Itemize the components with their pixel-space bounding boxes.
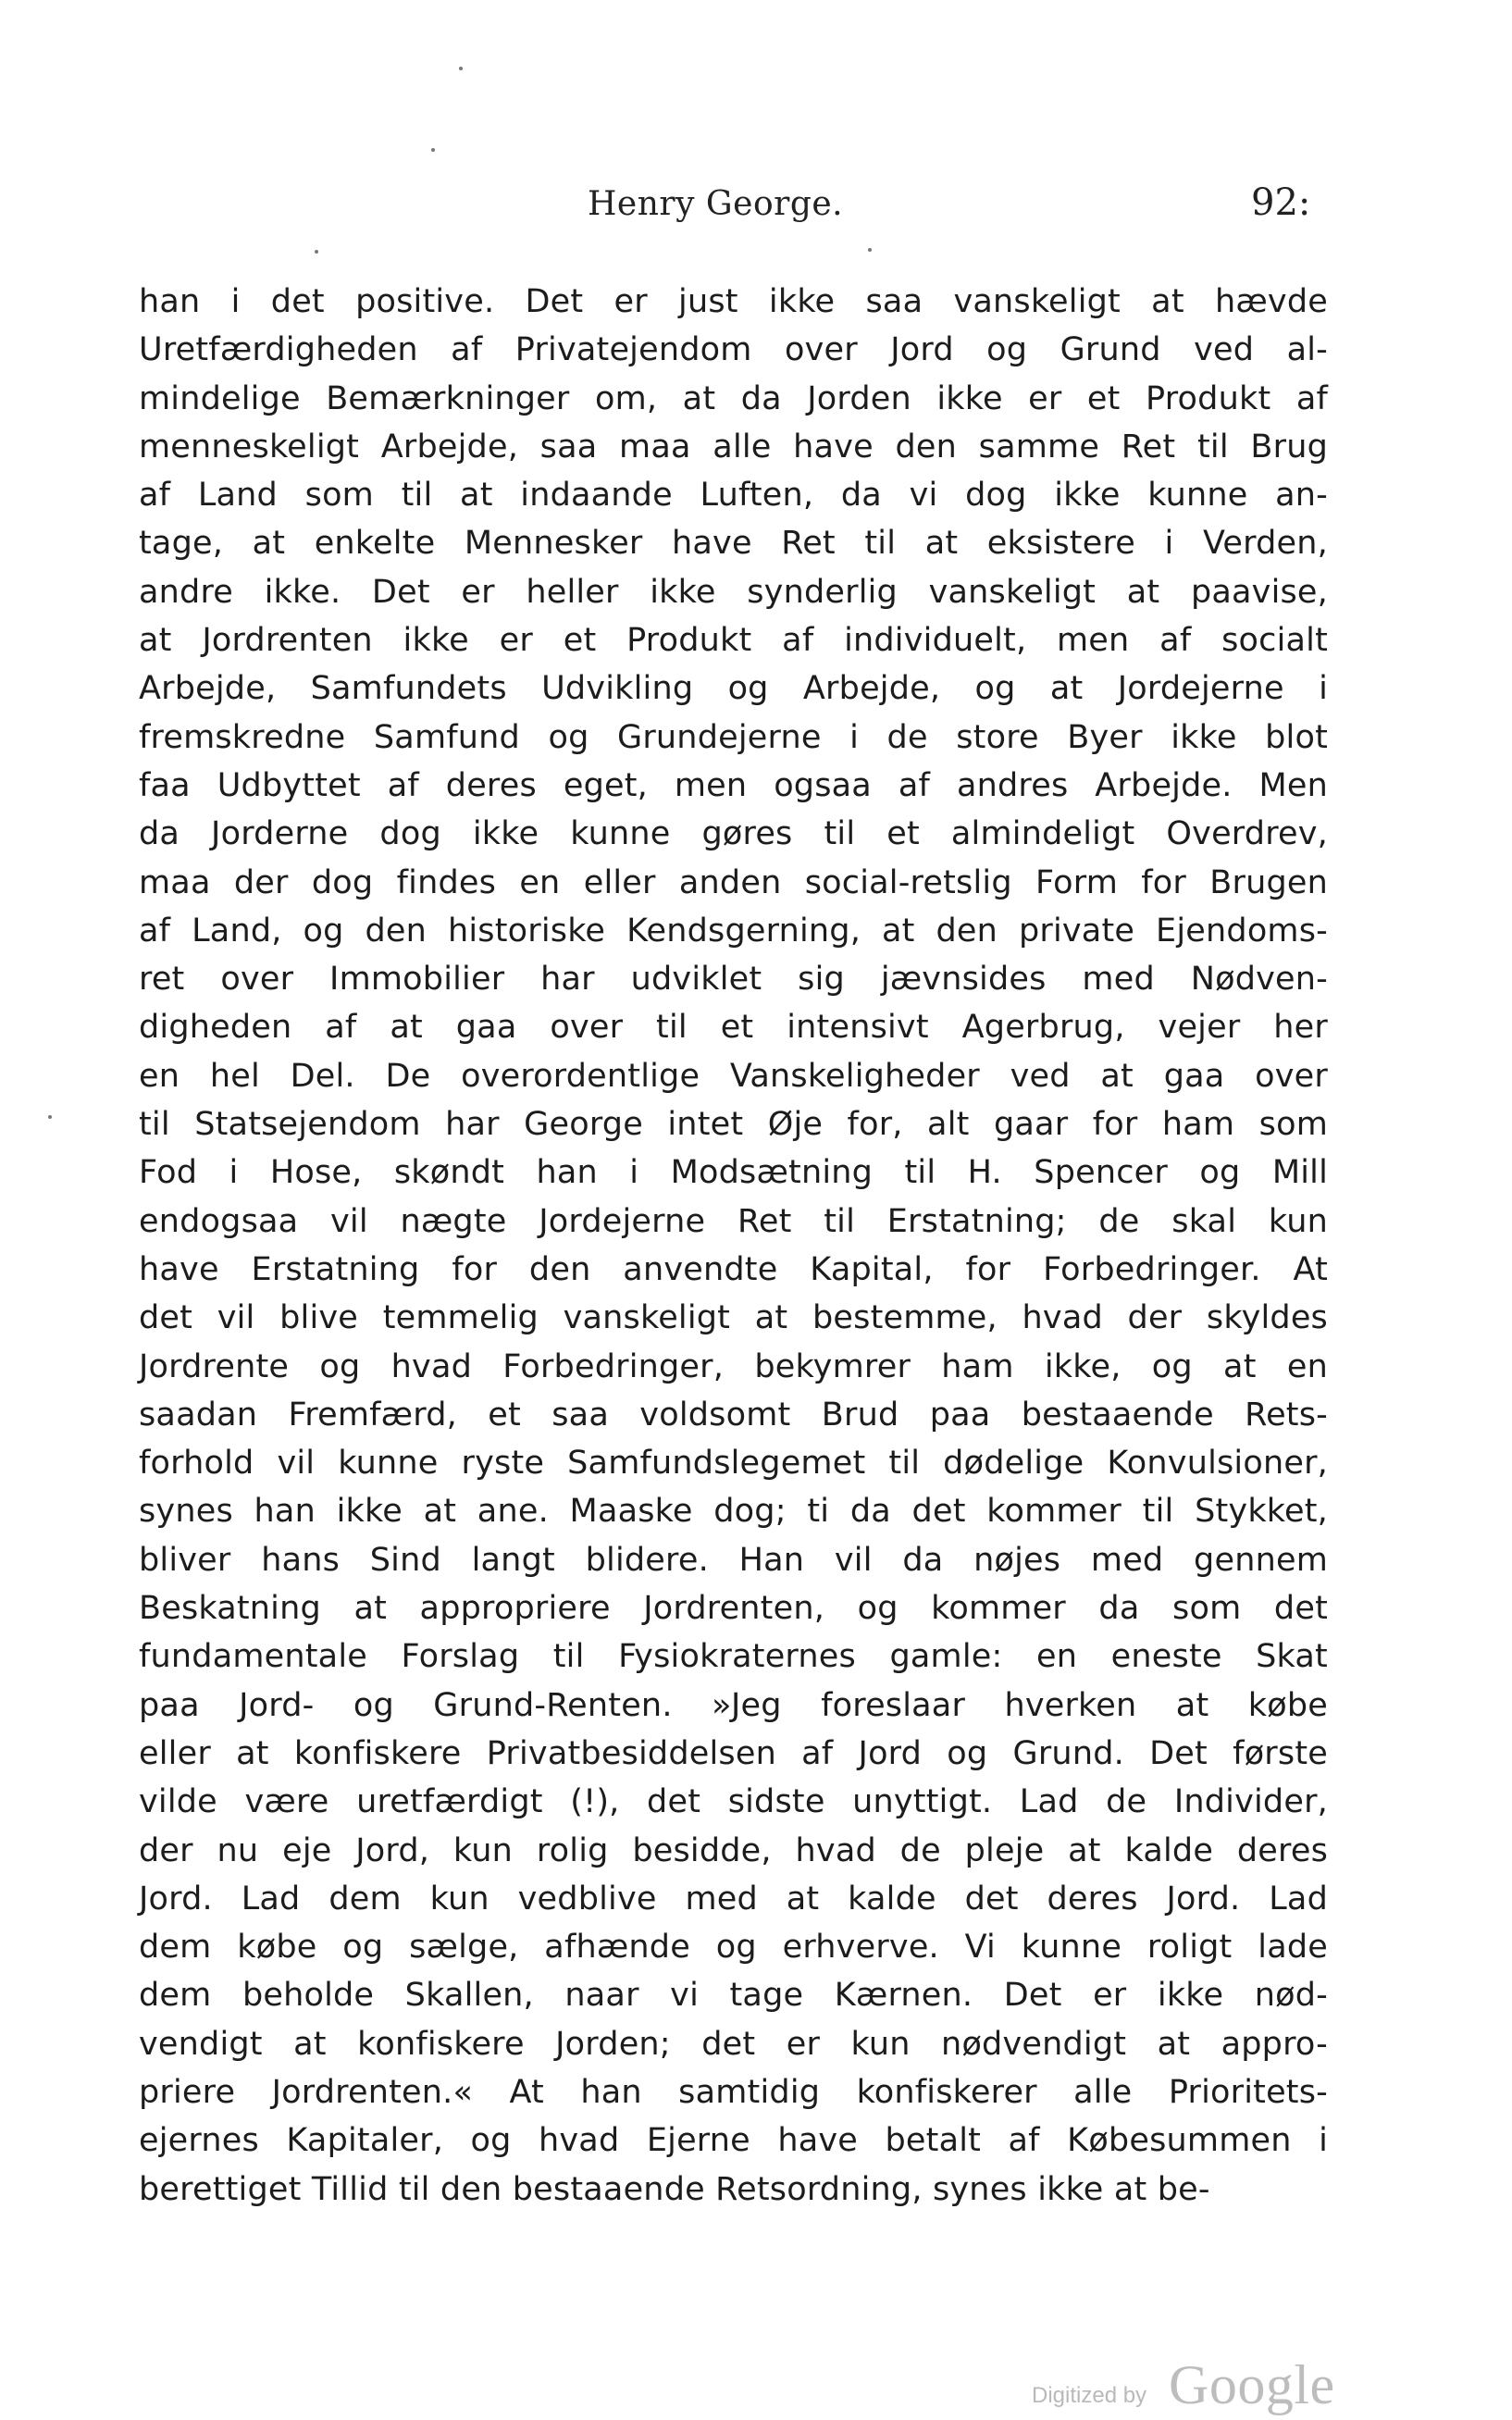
text-line: at Jordrenten ikke er et Produkt af individuelt, men af socialt xyxy=(139,622,1328,660)
text-line: vendigt at konfiskere Jorden; det er kun nødvendigt at appro- xyxy=(139,2025,1328,2063)
text-line: det vil blive temmelig vanskeligt at bestemme, hvad der skyldes xyxy=(139,1299,1328,1337)
scan-speck xyxy=(431,148,435,152)
text-line: til Statsejendom har George intet Øje for, alt gaar for ham som xyxy=(139,1106,1328,1144)
text-line: vilde være uretfærdigt (!), det sidste unyttigt. Lad de Individer, xyxy=(139,1783,1328,1821)
text-line: Fod i Hose, skøndt han i Modsætning til H. Spencer og Mill xyxy=(139,1154,1328,1192)
digitized-by-google-watermark xyxy=(1032,2355,1365,2420)
text-line: han i det positive. Det er just ikke saa vanskeligt at hævde xyxy=(139,283,1328,320)
text-line: Beskatning at appropriere Jordrenten, og kommer da som det xyxy=(139,1590,1328,1628)
text-line: ejernes Kapitaler, og hvad Ejerne have betalt af Købesummen i xyxy=(139,2122,1328,2160)
text-line: have Erstatning for den anvendte Kapital, for Forbedringer. At xyxy=(139,1250,1328,1288)
text-line: dem beholde Skallen, naar vi tage Kærnen. Det er ikke nød- xyxy=(139,1977,1328,2015)
text-line: eller at konfiskere Privatbesiddelsen af Jord og Grund. Det første xyxy=(139,1734,1328,1772)
text-line: Jordrente og hvad Forbedringer, bekymrer ham ikke, og at en xyxy=(139,1347,1328,1385)
text-line: forhold vil kunne ryste Samfundslegemet til dødelige Konvulsioner, xyxy=(139,1445,1328,1483)
text-line: der nu eje Jord, kun rolig besidde, hvad de pleje at kalde deres xyxy=(139,1831,1328,1869)
text-line: menneskeligt Arbejde, saa maa alle have den samme Ret til Brug xyxy=(139,428,1328,465)
scan-speck xyxy=(459,67,463,70)
text-line: tage, at enkelte Mennesker have Ret til at eksistere i Verden, xyxy=(139,525,1328,563)
text-line: andre ikke. Det er heller ikke synderlig vanskeligt at paavise, xyxy=(139,573,1328,611)
text-line: da Jorderne dog ikke kunne gøres til et almindeligt Overdrev, xyxy=(139,815,1328,853)
text-line: fremskredne Samfund og Grundejerne i de store Byer ikke blot xyxy=(139,718,1328,756)
text-line: maa der dog findes en eller anden social-retslig Form for Brugen xyxy=(139,863,1328,901)
scan-speck xyxy=(315,250,318,254)
running-head xyxy=(0,181,1512,241)
text-line: dem købe og sælge, afhænde og erhverve. Vi kunne roligt lade xyxy=(139,1929,1328,1967)
text-line: en hel Del. De overordentlige Vanskeligheder ved at gaa over xyxy=(139,1057,1328,1095)
text-line: endogsaa vil nægte Jordejerne Ret til Erstatning; de skal kun xyxy=(139,1202,1328,1240)
text-line: af Land, og den historiske Kendsgerning, at den private Ejendoms- xyxy=(139,912,1328,949)
running-title: Henry George. xyxy=(588,185,844,223)
text-line: berettiget Tillid til den bestaaende Retsordning, synes ikke at be- xyxy=(139,2170,1210,2208)
text-line: saadan Fremfærd, et saa voldsomt Brud paa bestaaende Rets- xyxy=(139,1396,1328,1433)
text-line: digheden af at gaa over til et intensivt Agerbrug, vejer her xyxy=(139,1009,1328,1047)
text-line: synes han ikke at ane. Maaske dog; ti da det kommer til Stykket, xyxy=(139,1493,1328,1531)
text-line: faa Udbyttet af deres eget, men ogsaa af andres Arbejde. Men xyxy=(139,766,1328,804)
scan-speck xyxy=(868,248,872,252)
text-line: Uretfærdigheden af Privatejendom over Jord og Grund ved al- xyxy=(139,331,1328,369)
scan-speck xyxy=(48,1115,52,1119)
text-line: Jord. Lad dem kun vedblive med at kalde det deres Jord. Lad xyxy=(139,1880,1328,1917)
text-line: paa Jord- og Grund-Renten. »Jeg foreslaar hverken at købe xyxy=(139,1686,1328,1724)
text-line: mindelige Bemærkninger om, at da Jorden ikke er et Produkt af xyxy=(139,379,1328,417)
page-number: 92: xyxy=(1251,181,1311,224)
text-line: af Land som til at indaande Luften, da vi dog ikke kunne an- xyxy=(139,477,1328,515)
text-line: fundamentale Forslag til Fysiokraternes gamle: en eneste Skat xyxy=(139,1638,1328,1676)
digitized-label: Digitized by xyxy=(1032,2383,1147,2408)
text-line: Arbejde, Samfundets Udvikling og Arbejde, og at Jordejerne i xyxy=(139,670,1328,708)
text-line: priere Jordrenten.« At han samtidig konfiskerer alle Prioritets- xyxy=(139,2073,1328,2111)
body-text xyxy=(139,278,1328,2214)
text-line: ret over Immobilier har udviklet sig jævnsides med Nødven- xyxy=(139,961,1328,999)
text-line: bliver hans Sind langt blidere. Han vil da nøjes med gennem xyxy=(139,1541,1328,1579)
google-logo: Google xyxy=(1169,2354,1335,2415)
